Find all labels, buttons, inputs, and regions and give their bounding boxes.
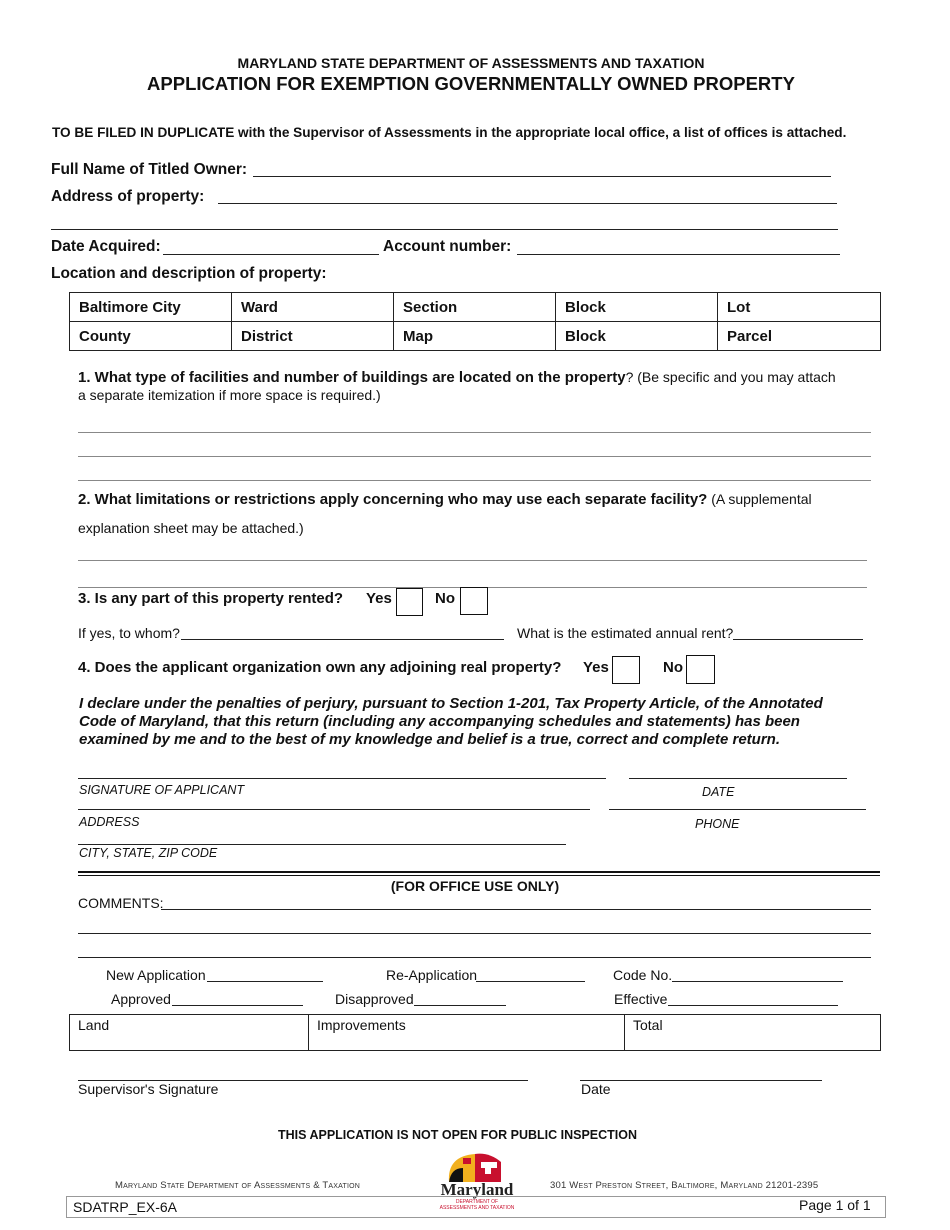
improvements-cell[interactable]: Improvements [309, 1015, 625, 1051]
address-field-line2[interactable] [51, 229, 838, 230]
supervisor-date-field[interactable] [580, 1080, 822, 1081]
q3-no-label: No [435, 590, 455, 607]
q3-yes-label: Yes [366, 590, 392, 607]
re-application-field[interactable] [476, 981, 585, 982]
effective-field[interactable] [668, 1005, 838, 1006]
q3-yes-checkbox[interactable] [396, 588, 423, 616]
declaration-line: examined by me and to the best of my knowledge and belief is a true, correct and complete return. [79, 731, 781, 748]
comments-line[interactable] [78, 933, 871, 934]
phone-field[interactable] [609, 809, 866, 810]
maryland-flag-icon [427, 1148, 527, 1184]
rented-to-field[interactable] [181, 639, 504, 640]
date-acquired-field[interactable] [163, 254, 379, 255]
question-2-note: (A supplemental [707, 491, 812, 507]
account-number-label: Account number: [383, 238, 512, 255]
table-cell[interactable]: Lot [718, 293, 881, 322]
comments-label: COMMENTS: [78, 895, 164, 911]
full-name-label: Full Name of Titled Owner: [51, 161, 248, 178]
q4-yes-checkbox[interactable] [612, 656, 640, 684]
question-1-line2: a separate itemization if more space is required.) [78, 387, 381, 403]
table-cell[interactable]: Map [394, 322, 556, 351]
re-application-label: Re-Application [386, 967, 478, 983]
section-divider [78, 871, 880, 876]
answer-line[interactable] [78, 480, 871, 481]
q4-yes-label: Yes [583, 659, 609, 676]
q3-no-checkbox[interactable] [460, 587, 488, 615]
address-sign-field[interactable] [78, 809, 590, 810]
full-name-field[interactable] [253, 176, 831, 177]
location-table [69, 292, 881, 351]
rented-to-label: If yes, to whom? [78, 625, 180, 641]
page-number: Page 1 of 1 [799, 1197, 871, 1213]
declaration-line: I declare under the penalties of perjury, pursuant to Section 1-201, Tax Property Article, of the Annotated [79, 695, 823, 712]
address-field[interactable] [218, 203, 837, 204]
annual-rent-field[interactable] [733, 639, 863, 640]
question-1 [78, 369, 836, 386]
supervisor-signature-label: Supervisor's Signature [78, 1081, 219, 1097]
answer-line[interactable] [78, 432, 871, 433]
signature-field[interactable] [78, 778, 606, 779]
date-acquired-label: Date Acquired: [51, 238, 161, 255]
annual-rent-label: What is the estimated annual rent? [517, 625, 734, 641]
question-1-note: ? (Be specific and you may attach [625, 369, 836, 385]
table-cell[interactable]: Parcel [718, 322, 881, 351]
disapproved-field[interactable] [414, 1005, 506, 1006]
code-no-field[interactable] [672, 981, 843, 982]
question-2 [78, 491, 812, 508]
new-application-label: New Application [106, 967, 206, 983]
form-id: SDATRP_EX-6A [73, 1199, 177, 1215]
code-no-label: Code No. [613, 967, 673, 983]
table-cell[interactable]: Section [394, 293, 556, 322]
date-field[interactable] [629, 778, 847, 779]
table-cell[interactable]: Block [556, 322, 718, 351]
effective-label: Effective [614, 991, 668, 1007]
answer-line[interactable] [78, 456, 871, 457]
disapproved-label: Disapproved [335, 991, 414, 1007]
table-row [70, 1015, 881, 1051]
question-1-text: 1. What type of facilities and number of buildings are located on the property [78, 369, 626, 386]
footer-bar [66, 1196, 886, 1218]
address-label: Address of property: [51, 188, 205, 205]
comments-field[interactable] [161, 909, 871, 910]
answer-line[interactable] [78, 560, 867, 561]
q4-no-checkbox[interactable] [686, 655, 715, 684]
table-cell[interactable]: District [232, 322, 394, 351]
approved-field[interactable] [172, 1005, 303, 1006]
table-cell[interactable]: Ward [232, 293, 394, 322]
declaration [79, 695, 823, 749]
table-row [70, 293, 881, 322]
address-sign-label: ADDRESS [79, 815, 140, 829]
declaration-line: Code of Maryland, that this return (including any accompanying schedules and statements) has been [79, 713, 800, 730]
valuation-table [69, 1014, 881, 1051]
location-label: Location and description of property: [51, 265, 327, 282]
office-use-heading: (FOR OFFICE USE ONLY) [390, 878, 560, 894]
logo-subtitle-line: ASSESSMENTS AND TAXATION [439, 1205, 515, 1211]
table-cell[interactable]: Block [556, 293, 718, 322]
logo-text: Maryland [440, 1180, 514, 1199]
filing-instruction: TO BE FILED IN DUPLICATE with the Supervisor of Assessments in the appropriate local office, a list of offices is attached. [52, 125, 847, 140]
date-label: DATE [702, 785, 735, 799]
question-2-text: 2. What limitations or restrictions apply concerning who may use each separate facility? [78, 491, 708, 508]
approved-label: Approved [111, 991, 171, 1007]
question-4: 4. Does the applicant organization own any adjoining real property? [78, 659, 562, 676]
supervisor-date-label: Date [581, 1081, 611, 1097]
q4-no-label: No [663, 659, 683, 676]
footer-address: 301 West Preston Street, Baltimore, Maryland 21201-2395 [550, 1180, 819, 1191]
table-cell[interactable]: County [70, 322, 232, 351]
question-2-line2: explanation sheet may be attached.) [78, 520, 304, 536]
public-inspection-notice: THIS APPLICATION IS NOT OPEN FOR PUBLIC INSPECTION [277, 1128, 638, 1142]
page-title: APPLICATION FOR EXEMPTION GOVERNMENTALLY OWNED PROPERTY [147, 73, 795, 94]
city-label: CITY, STATE, ZIP CODE [79, 846, 218, 860]
comments-line[interactable] [78, 957, 871, 958]
phone-label: PHONE [695, 817, 740, 831]
new-application-field[interactable] [207, 981, 323, 982]
account-number-field[interactable] [517, 254, 840, 255]
footer-agency: Maryland State Department of Assessments & Taxation [115, 1180, 361, 1191]
table-cell[interactable]: Baltimore City [70, 293, 232, 322]
question-3: 3. Is any part of this property rented? [78, 590, 344, 607]
agency-name: MARYLAND STATE DEPARTMENT OF ASSESSMENTS AND TAXATION [237, 55, 705, 71]
total-cell[interactable]: Total [625, 1015, 881, 1051]
table-row [70, 322, 881, 351]
logo-subtitle-line: DEPARTMENT OF [455, 1199, 499, 1205]
land-cell[interactable]: Land [70, 1015, 309, 1051]
city-field[interactable] [78, 844, 566, 845]
signature-label: SIGNATURE OF APPLICANT [79, 783, 245, 797]
